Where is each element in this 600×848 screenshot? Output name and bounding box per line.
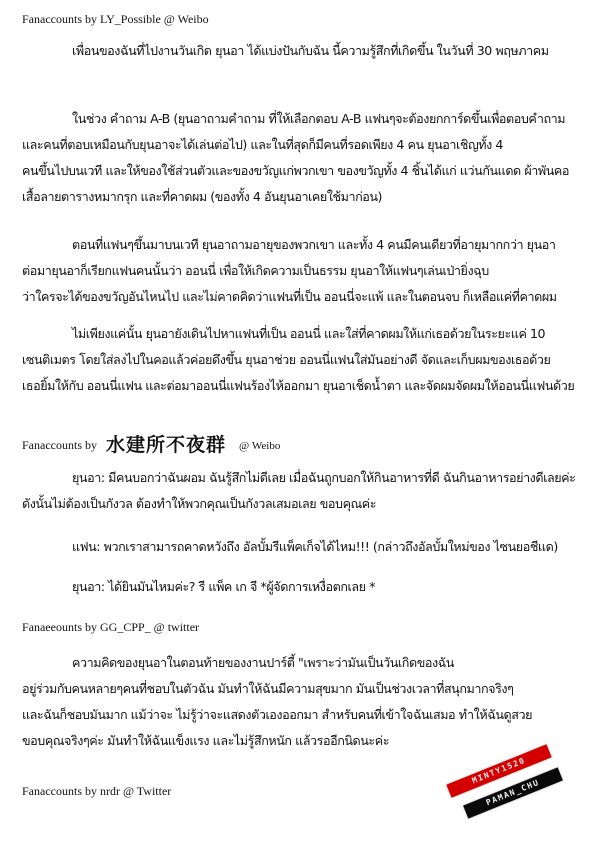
paragraph-line: เสื้อลายตารางหมากรุก และที่คาดผม (ของทั้ง 4 อันยุนอาเคยใช้มาก่อน) — [22, 189, 383, 204]
paragraph-line: ในช่วง คำถาม A-B (ยุนอาถามคำถาม ที่ให้เลือกตอบ A-B แฟนๆจะต้องยกการ์ดขึ้นเพื่อตอบคำถาม — [72, 111, 566, 126]
paragraph-line: เซนติเมตร โดยใส่ลงไปในคอแล้วค่อยดึงขึ้น ยุนอาช่วย ออนนี่แฟนใส่มันอย่างดี จัดและเก็บผมของเธอด้วย — [22, 352, 551, 367]
credit-handle-cjk: 水建所不夜群 — [105, 434, 226, 456]
credit-text: Fanaccounts by nrdr @ Twitter — [22, 784, 172, 798]
paragraph-line: และฉันก็ชอบมันมาก แม้ว่าจะ ไม่รู้ว่าจะแสดงตัวเองออกมา สำหรับคนที่เข้าใจฉันเสมอ ทำให้ฉันดูสวย — [22, 707, 532, 722]
credit-suffix: @ Weibo — [239, 440, 281, 452]
paragraph-headband — [22, 321, 582, 399]
paragraph-line: เธอยิ้มให้กับ ออนนี่แฟน และต่อมาออนนี่แฟนร้องไห้ออกมา ยุนอาเช็ดน้ำตา และจัดผมจัดผมให้ออนนี่แฟนด้วย — [22, 378, 575, 393]
paragraph-line: ยุนอา: ได้ยินมันไหมค่ะ? รี แพ็ค เก จี *ผู้จัดการเหงื่อตกเลย * — [72, 579, 375, 594]
paragraph-line: แฟน: พวกเราสามารถคาดหวังถึง อัลบั้มรีแพ็คเก็จได้ไหม!!! (กล่าวถึงอัลบั้มใหม่ของ ไซนยอชีแด) — [72, 539, 558, 554]
credit-line-gg-cpp — [22, 620, 199, 635]
paragraph-intro — [22, 38, 582, 64]
credit-text: Fanaeeounts by GG_CPP_ @ twitter — [22, 620, 200, 634]
paragraph-line: ต่อมายุนอาก็เรียกแฟนคนนั้นว่า ออนนี่ เพื่อให้เกิดความเป็นธรรม ยุนอาให้แฟนๆเล่นเป่ายิ่งฉุบ — [22, 263, 489, 278]
paragraph-line: ว่าใครจะได้ของขวัญอันไหนไป และไม่คาดคิดว่าแฟนที่เป็น ออนนี่จะแพ้ และในตอนจบ ก็เหลือแค่ที่คาดผม — [22, 289, 557, 304]
paragraph-ab-question — [22, 106, 582, 210]
credit-prefix: Fanaccounts by — [22, 438, 97, 452]
paragraph-yoona-answer — [22, 574, 582, 600]
paragraph-line: เพื่อนของฉันที่ไปงานวันเกิด ยุนอา ได้แบ่งปันกับฉัน นี้ความรู้สึกที่เกิดขึ้น ในวันที่ 30 พฤษภาคม — [72, 43, 549, 58]
paragraph-party-thoughts — [22, 650, 582, 754]
credit-line-ly-possible — [22, 12, 209, 27]
paragraph-on-stage — [22, 232, 582, 310]
watermark-minty1520: MINTY1520 — [446, 744, 551, 797]
watermark-paman-chu: PAMAN_CHU — [463, 767, 563, 818]
paragraph-line: คนขึ้นไปบนเวที และให้ของใช้ส่วนตัวและของขวัญแก่พวกเขา ของขวัญทั้ง 4 ชิ้นได้แก่ แว่นกันแดด ผ้าพันคอ — [22, 163, 569, 178]
paragraph-line: ดังนั้นไม่ต้องเป็นกังวล ต้องทำให้พวกคุณเป็นกังวลเสมอเลย ขอบคุณค่ะ — [22, 496, 377, 511]
paragraph-line: ขอบคุณจริงๆค่ะ มันทำให้ฉันแข็งแรง และไม่รู้สึกหนัก แล้วรออีกนิดนะค่ะ — [22, 733, 390, 748]
credit-line-weibo-group — [22, 430, 280, 457]
credit-line-nrdr — [22, 784, 171, 799]
paragraph-line: ตอนที่แฟนๆขึ้นมาบนเวที ยุนอาถามอายุของพวกเขา และทั้ง 4 คนมีคนเดียวที่อายุมากกว่า ยุนอา — [72, 237, 556, 252]
paragraph-line: ความคิดของยุนอาในตอนท้ายของงานปาร์ตี้ "เพราะว่ามันเป็นวันเกิดของฉัน — [72, 655, 454, 670]
paragraph-line: ไม่เพียงแค่นั้น ยุนอายังเดินไปหาแฟนที่เป็น ออนนี่ และใส่ที่คาดผมให้แก่เธอด้วยในระยะแค่ 10 — [72, 326, 546, 341]
paragraph-line: อยู่ร่วมกับคนหลายๆคนที่ชอบในตัวฉัน มันทำให้ฉันมีความสุขมาก มันเป็นช่วงเวลาที่สนุกมากจริงๆ — [22, 681, 514, 696]
paragraph-line: ยุนอา: มีคนบอกว่าฉันผอม ฉันรู้สึกไม่ดีเลย เมื่อฉันถูกบอกให้กินอาหารที่ดี ฉันกินอาหารอย่างดีเลยค่ะ — [72, 470, 576, 485]
paragraph-line: และคนที่ตอบเหมือนกับยุนอาจะได้เล่นต่อไป) และในที่สุดก็มีคนที่รอดเพียง 4 คน ยุนอาเชิญทั้ง 4 — [22, 137, 503, 152]
paragraph-fan-question — [22, 534, 582, 560]
paragraph-yoona-thin — [22, 465, 582, 517]
credit-text: Fanaccounts by LY_Possible @ Weibo — [22, 12, 209, 26]
